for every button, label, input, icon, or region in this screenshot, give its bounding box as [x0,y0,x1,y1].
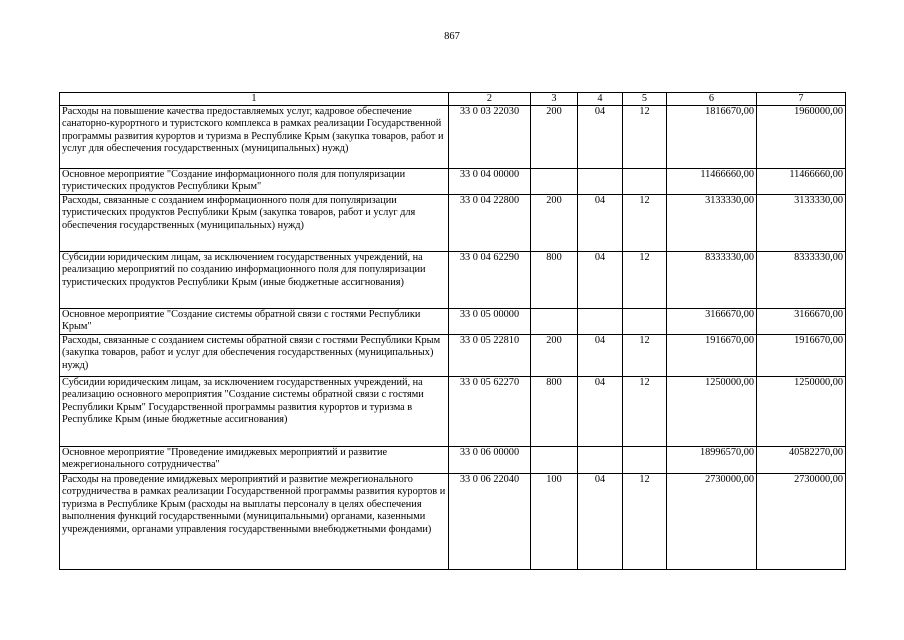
row-expense-type [531,447,578,474]
row-target-code: 33 0 04 22800 [449,195,531,252]
row-name: Основное мероприятие "Проведение имиджевых мероприятий и развитие межрегионального сотрудничества" [60,447,449,474]
row-subsection: 12 [623,474,667,570]
header-row [60,93,846,106]
row-subsection [623,309,667,335]
row-subsection [623,447,667,474]
row-name: Расходы на проведение имиджевых мероприятий и развитие межрегионального сотрудничества в рамках реализации Государственной программы развития курортов и туризма в Республике Крым (расходы на выплаты персоналу в целях обеспечения выполнения функций государственными (муниципальными) органами, казенными учреждениями, органами управления государственными внебюджетными фондами) [60,474,449,570]
table-row [60,252,846,309]
row-amount-col6: 3133330,00 [667,195,757,252]
row-expense-type: 100 [531,474,578,570]
row-target-code: 33 0 06 22040 [449,474,531,570]
row-name: Расходы, связанные с созданием информационного поля для популяризации туристических продуктов Республики Крым (закупка товаров, работ и услуг для обеспечения государственных (муниципальных) нужд) [60,195,449,252]
row-expense-type: 200 [531,335,578,377]
page-number: 867 [444,31,460,42]
row-amount-col6: 8333330,00 [667,252,757,309]
row-expense-type: 800 [531,377,578,447]
row-amount-col6: 1816670,00 [667,106,757,169]
row-amount-col7: 3166670,00 [757,309,846,335]
row-name: Основное мероприятие "Создание информационного поля для популяризации туристических продуктов Республики Крым" [60,169,449,195]
header-cell: 5 [623,93,667,106]
row-section [578,169,623,195]
table-row [60,335,846,377]
header-cell: 2 [449,93,531,106]
row-amount-col7: 11466660,00 [757,169,846,195]
row-name: Расходы, связанные с созданием системы обратной связи с гостями Республики Крым (закупка товаров, работ и услуг для обеспечения государственных (муниципальных) нужд) [60,335,449,377]
header-cell: 7 [757,93,846,106]
row-section: 04 [578,252,623,309]
row-target-code: 33 0 06 00000 [449,447,531,474]
row-target-code: 33 0 04 62290 [449,252,531,309]
row-expense-type: 800 [531,252,578,309]
row-amount-col6: 1916670,00 [667,335,757,377]
row-amount-col7: 40582270,00 [757,447,846,474]
row-amount-col7: 1250000,00 [757,377,846,447]
row-target-code: 33 0 05 62270 [449,377,531,447]
row-name: Основное мероприятие "Создание системы обратной связи с гостями Республики Крым" [60,309,449,335]
header-cell: 4 [578,93,623,106]
table-row [60,169,846,195]
row-section: 04 [578,106,623,169]
header-cell: 1 [60,93,449,106]
row-subsection: 12 [623,195,667,252]
table-row [60,474,846,570]
header-cell: 3 [531,93,578,106]
table-row [60,377,846,447]
row-subsection: 12 [623,252,667,309]
row-section: 04 [578,474,623,570]
row-amount-col6: 1250000,00 [667,377,757,447]
row-section: 04 [578,195,623,252]
row-amount-col7: 3133330,00 [757,195,846,252]
row-target-code: 33 0 03 22030 [449,106,531,169]
table-header [60,93,846,106]
row-section: 04 [578,335,623,377]
row-target-code: 33 0 05 22810 [449,335,531,377]
table-row [60,195,846,252]
row-amount-col7: 2730000,00 [757,474,846,570]
row-name: Субсидии юридическим лицам, за исключением государственных учреждений, на реализацию основного мероприятия "Создание системы обратной связи с гостями Республики Крым" Государственной программы развития курортов и туризма в Республике Крым (иные бюджетные ассигнования) [60,377,449,447]
row-amount-col6: 11466660,00 [667,169,757,195]
row-section [578,447,623,474]
row-expense-type: 200 [531,195,578,252]
row-section: 04 [578,377,623,447]
row-subsection: 12 [623,377,667,447]
header-cell: 6 [667,93,757,106]
table-row [60,447,846,474]
row-target-code: 33 0 04 00000 [449,169,531,195]
row-amount-col7: 1960000,00 [757,106,846,169]
budget-table [59,92,846,570]
row-amount-col6: 3166670,00 [667,309,757,335]
table-row [60,106,846,169]
row-expense-type [531,169,578,195]
row-amount-col6: 2730000,00 [667,474,757,570]
row-name: Расходы на повышение качества предоставляемых услуг, кадровое обеспечение санаторно-курортного и туристского комплекса в рамках реализации Государственной программы развития курортов и туризма в Республике Крым (закупка товаров, работ и услуг для обеспечения государственных (муниципальных) нужд) [60,106,449,169]
row-target-code: 33 0 05 00000 [449,309,531,335]
table-row [60,309,846,335]
row-name: Субсидии юридическим лицам, за исключением государственных учреждений, на реализацию мероприятий по созданию информационного поля для популяризации туристических продуктов Республики Крым (иные бюджетные ассигнования) [60,252,449,309]
row-subsection: 12 [623,335,667,377]
row-expense-type: 200 [531,106,578,169]
row-amount-col7: 8333330,00 [757,252,846,309]
row-subsection [623,169,667,195]
row-section [578,309,623,335]
row-expense-type [531,309,578,335]
row-amount-col7: 1916670,00 [757,335,846,377]
row-amount-col6: 18996570,00 [667,447,757,474]
row-subsection: 12 [623,106,667,169]
table-body [60,106,846,570]
